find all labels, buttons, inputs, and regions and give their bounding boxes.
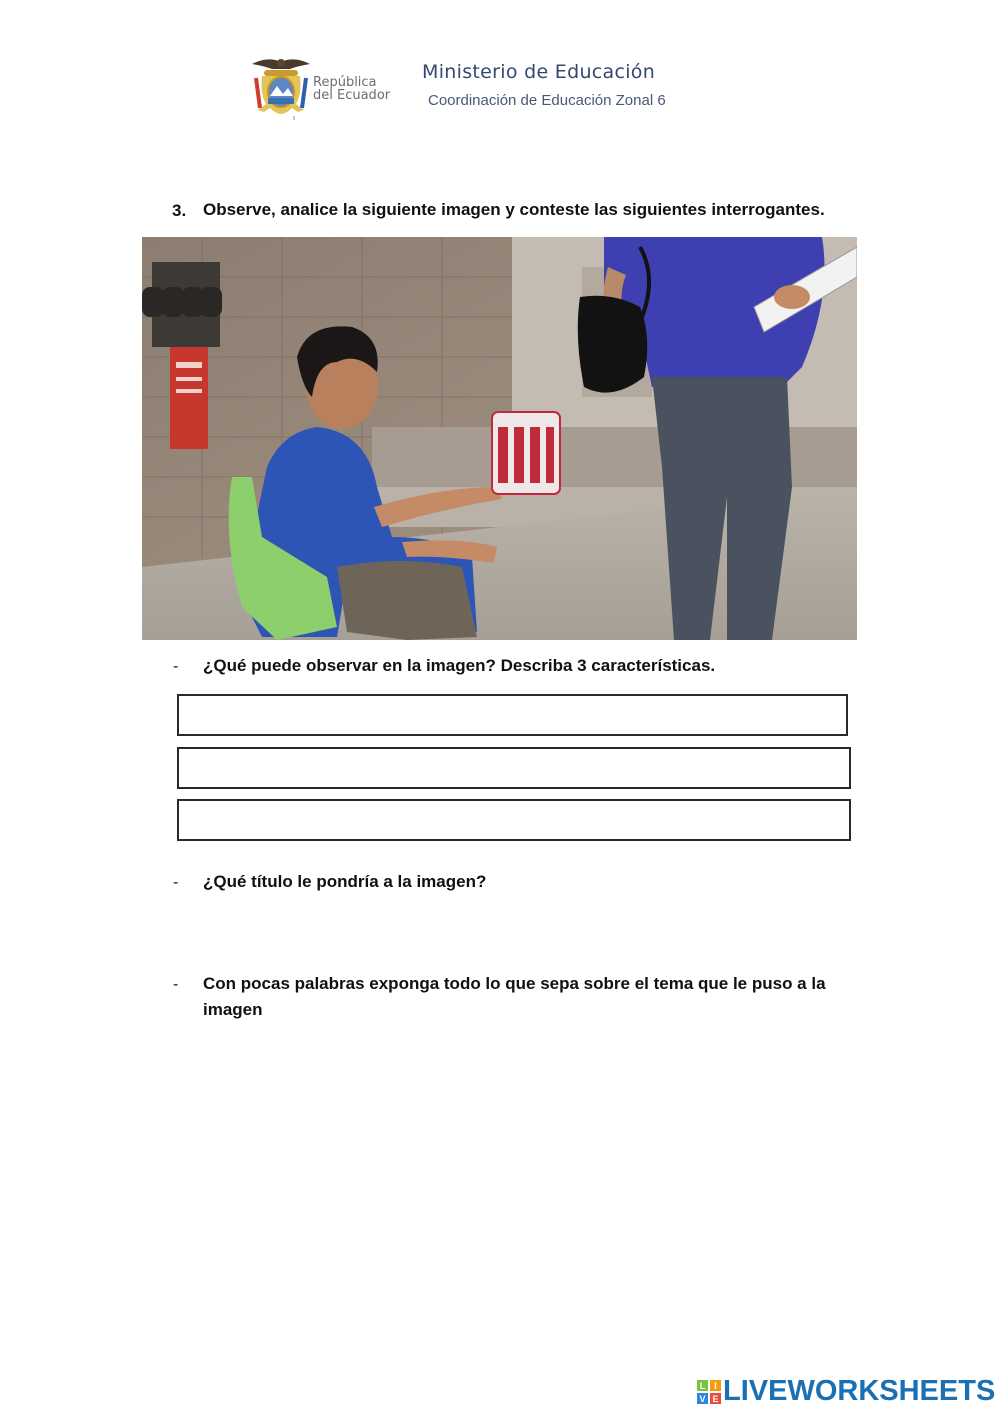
badge-letter-l: L	[699, 1381, 706, 1391]
badge-letter-i: I	[714, 1381, 717, 1391]
liveworksheets-brand[interactable]: LIVEWORKSHEETS	[723, 1375, 996, 1407]
question-number: 3.	[172, 201, 187, 220]
question-explain-topic-line2: imagen	[203, 1000, 263, 1019]
badge-letter-e: E	[712, 1394, 719, 1404]
street-scene-photo	[142, 237, 857, 640]
question-prompt: Observe, analice la siguiente imagen y conteste las siguientes interrogantes.	[203, 200, 825, 219]
bullet-dash: -	[173, 658, 179, 675]
republic-label-line2: del Ecuador	[313, 88, 391, 103]
badge-letter-v: V	[699, 1394, 706, 1404]
answer-field-2[interactable]	[177, 747, 851, 789]
answer-field-1[interactable]	[177, 694, 848, 736]
ministry-title: Ministerio de Educación	[422, 61, 656, 83]
coordination-subtitle: Coordinación de Educación Zonal 6	[428, 92, 666, 109]
ecuador-coat-of-arms-logo	[250, 54, 312, 120]
question-explain-topic-line1: Con pocas palabras exponga todo lo que sepa sobre el tema que le puso a la	[203, 974, 826, 993]
bullet-dash: -	[173, 976, 179, 993]
question-image-title: ¿Qué título le pondría a la imagen?	[203, 872, 487, 891]
liveworksheets-badge-icon	[697, 1380, 721, 1404]
republic-label-line1: República	[313, 75, 377, 90]
question-observe-characteristics: ¿Qué puede observar en la imagen? Describa 3 características.	[203, 656, 716, 675]
answer-field-3[interactable]	[177, 799, 851, 841]
bullet-dash: -	[173, 874, 179, 891]
